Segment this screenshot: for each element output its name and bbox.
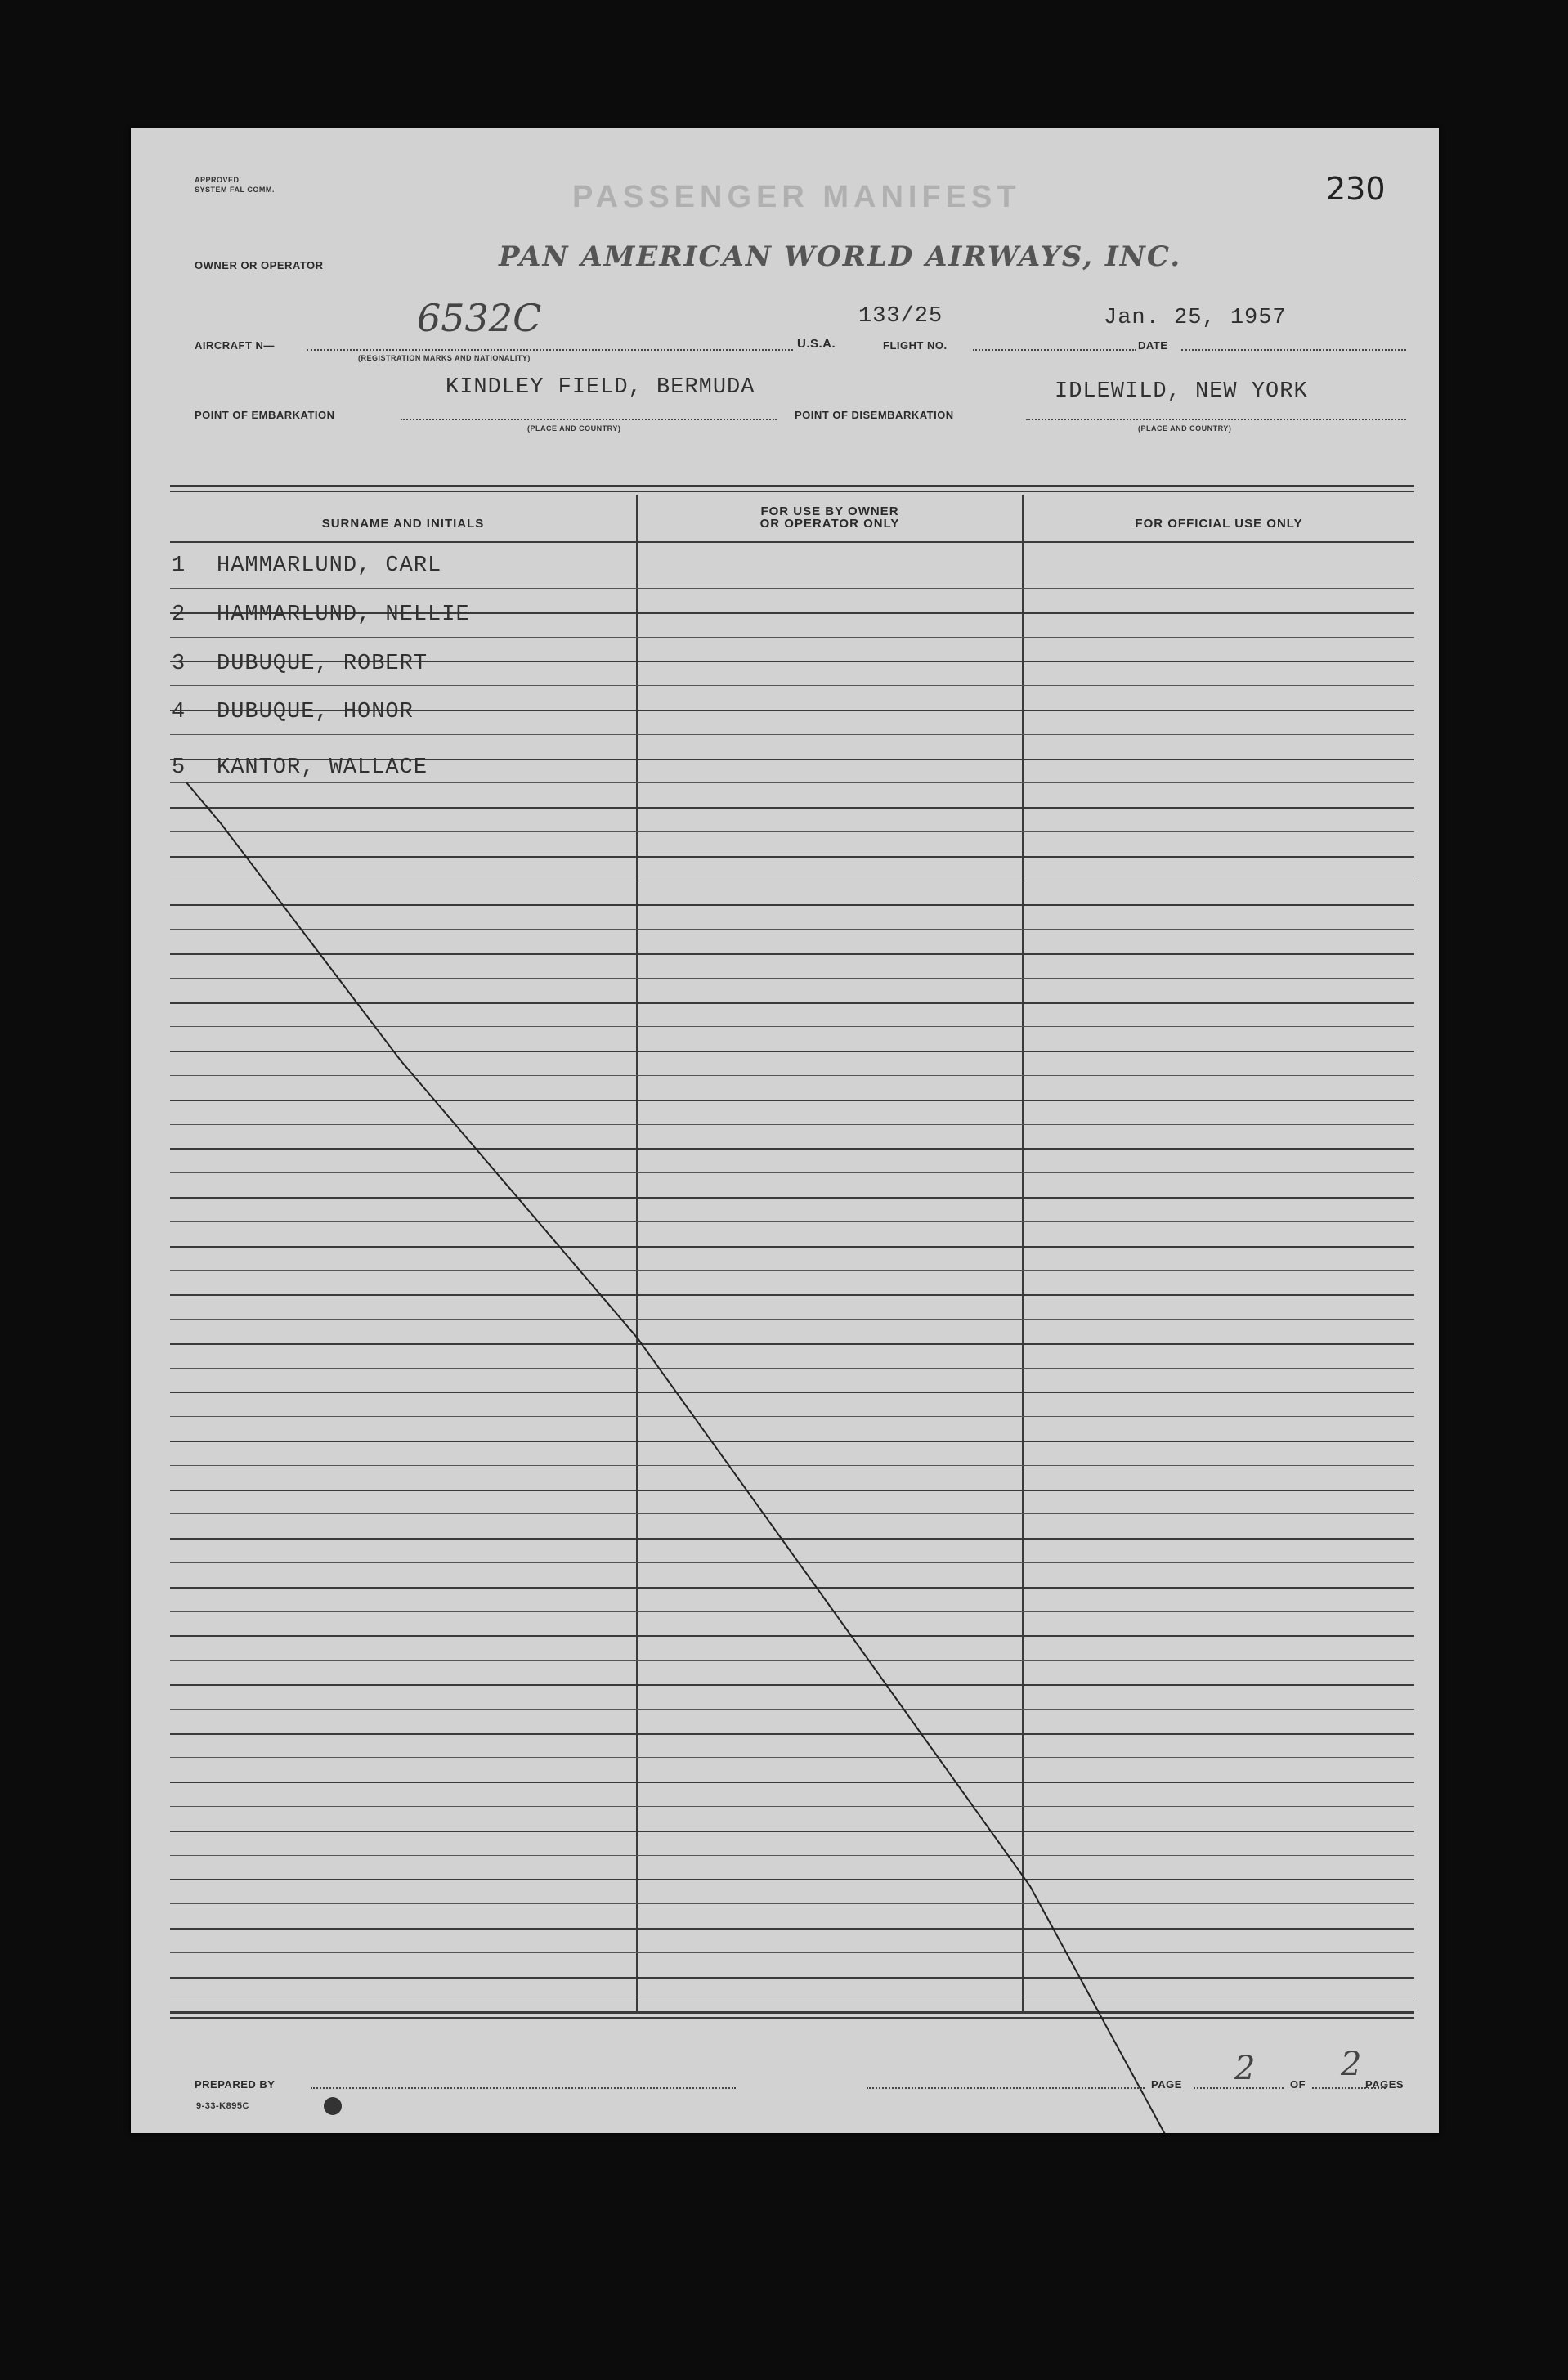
aircraft-label: AIRCRAFT N—: [195, 339, 275, 352]
flight-label: FLIGHT NO.: [883, 339, 948, 352]
row-5-name: KANTOR, WALLACE: [217, 755, 428, 780]
row-3-number: 3: [172, 652, 186, 676]
disembark-caption: (PLACE AND COUNTRY): [1138, 424, 1232, 433]
form-code: 9-33-K895C: [196, 2101, 249, 2111]
approval-line-2: SYSTEM FAL COMM.: [195, 186, 275, 194]
of-value: 2: [1341, 2046, 1362, 2083]
disembark-label: POINT OF DISEMBARKATION: [795, 409, 954, 421]
date-value: Jan. 25, 1957: [1104, 306, 1287, 330]
aircraft-caption: (REGISTRATION MARKS AND NATIONALITY): [358, 354, 531, 362]
usa-label: U.S.A.: [797, 337, 836, 351]
pen-strike-line: [131, 128, 1439, 2133]
disembark-value: IDLEWILD, NEW YORK: [1055, 379, 1308, 404]
page-value: 2: [1234, 2050, 1256, 2087]
union-label-icon: [324, 2097, 342, 2115]
owner-value: PAN AMERICAN WORLD AIRWAYS, INC.: [499, 240, 1182, 273]
of-label: OF: [1290, 2078, 1306, 2091]
manifest-page: [131, 128, 1439, 2133]
approval-line-1: APPROVED: [195, 176, 240, 184]
date-label: DATE: [1138, 339, 1168, 352]
prepared-label: PREPARED BY: [195, 2078, 276, 2091]
row-2-name: HAMMARLUND, NELLIE: [217, 603, 470, 627]
header-owner-use-2: OR OPERATOR ONLY: [759, 517, 900, 531]
embark-caption: (PLACE AND COUNTRY): [527, 424, 621, 433]
header-official: FOR OFFICIAL USE ONLY: [1135, 517, 1303, 531]
row-1-name: HAMMARLUND, CARL: [217, 554, 442, 578]
embark-value: KINDLEY FIELD, BERMUDA: [446, 375, 755, 400]
aircraft-value: 6532C: [417, 296, 542, 340]
prepared-underline: [311, 2087, 736, 2089]
pages-label: PAGES: [1365, 2078, 1404, 2091]
page-underline: [1194, 2087, 1284, 2089]
header-surname: SURNAME AND INITIALS: [321, 517, 485, 531]
row-2-number: 2: [172, 603, 186, 627]
embark-label: POINT OF EMBARKATION: [195, 409, 335, 421]
page-label: PAGE: [1151, 2078, 1182, 2091]
page-left-underline: [867, 2087, 1145, 2089]
row-1-number: 1: [172, 554, 186, 578]
form-title: PASSENGER MANIFEST: [572, 180, 1021, 214]
row-5-number: 5: [172, 755, 186, 780]
row-3-name: DUBUQUE, ROBERT: [217, 652, 428, 676]
page-stamp: 230: [1326, 171, 1386, 207]
row-4-name: DUBUQUE, HONOR: [217, 700, 414, 724]
row-4-number: 4: [172, 700, 186, 724]
flight-value: 133/25: [858, 304, 943, 329]
header-owner-use-1: FOR USE BY OWNER: [760, 504, 899, 518]
owner-label: OWNER OR OPERATOR: [195, 259, 324, 271]
